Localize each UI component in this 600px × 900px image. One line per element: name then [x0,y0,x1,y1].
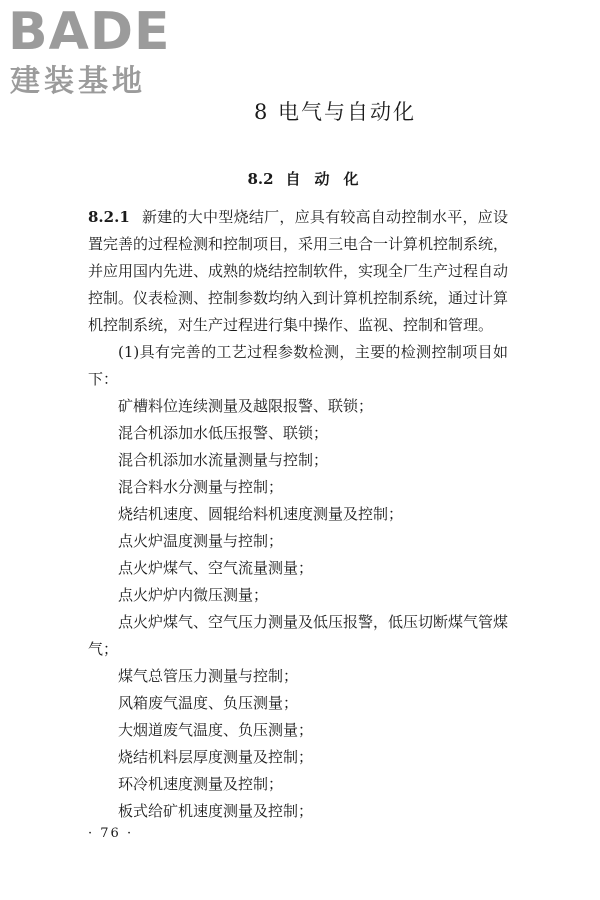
list-item: 板式给矿机速度测量及控制； [118,802,314,820]
list-item: 风箱废气温度、负压测量； [118,694,299,712]
clause-text: 新建的大中型烧结厂，应具有较高自动控制水平，应设置完善的过程检测和控制项目，采用三电合一计算机控制系统，并应用国内先进、成熟的烧结控制软件，实现全厂生产过程自动控制。仪表检测、控制参数均纳入到计算机控制系统，通过计算机控制系统，对生产过程进行集中操作、监视、控制和管理。 [88,208,509,334]
section-title [0,168,600,189]
list-item: 点火炉温度测量与控制； [118,532,284,550]
list-item: 点火炉煤气、空气压力测量及低压报警，低压切断煤气管煤气； [88,613,509,658]
list-item: 大烟道废气温度、负压测量； [118,721,314,739]
logo-wordmark: BADE [8,2,171,62]
list-item: 混合料水分测量与控制； [118,478,284,496]
list-item: 点火炉煤气、空气流量测量； [118,559,314,577]
page-number: · 76 · [88,826,134,841]
publisher-logo [8,2,178,102]
list-item: 烧结机料层厚度测量及控制； [118,748,314,766]
list-item: 烧结机速度、圆辊给料机速度测量及控制； [118,505,404,523]
list-item: 矿槽料位连续测量及越限报警、联锁； [118,397,374,415]
section-number: 8.2 [247,170,274,188]
list-item: 环冷机速度测量及控制； [118,775,284,793]
list-item: 点火炉炉内微压测量； [118,586,269,604]
list-item: 煤气总管压力测量与控制； [118,667,299,685]
chapter-title: 8 电气与自动化 [253,100,417,124]
subclause-paragraph: (1)具有完善的工艺过程参数检测，主要的检测控制项目如下： [88,343,508,388]
section-name: 自动化 [285,170,373,188]
list-item: 混合机添加水低压报警、联锁； [118,424,329,442]
clause-paragraph [88,204,508,339]
list-item: 混合机添加水流量测量与控制； [118,451,329,469]
clause-number: 8.2.1 [88,208,130,226]
logo-subtitle: 建装基地 [10,64,146,99]
body-text [88,204,508,825]
